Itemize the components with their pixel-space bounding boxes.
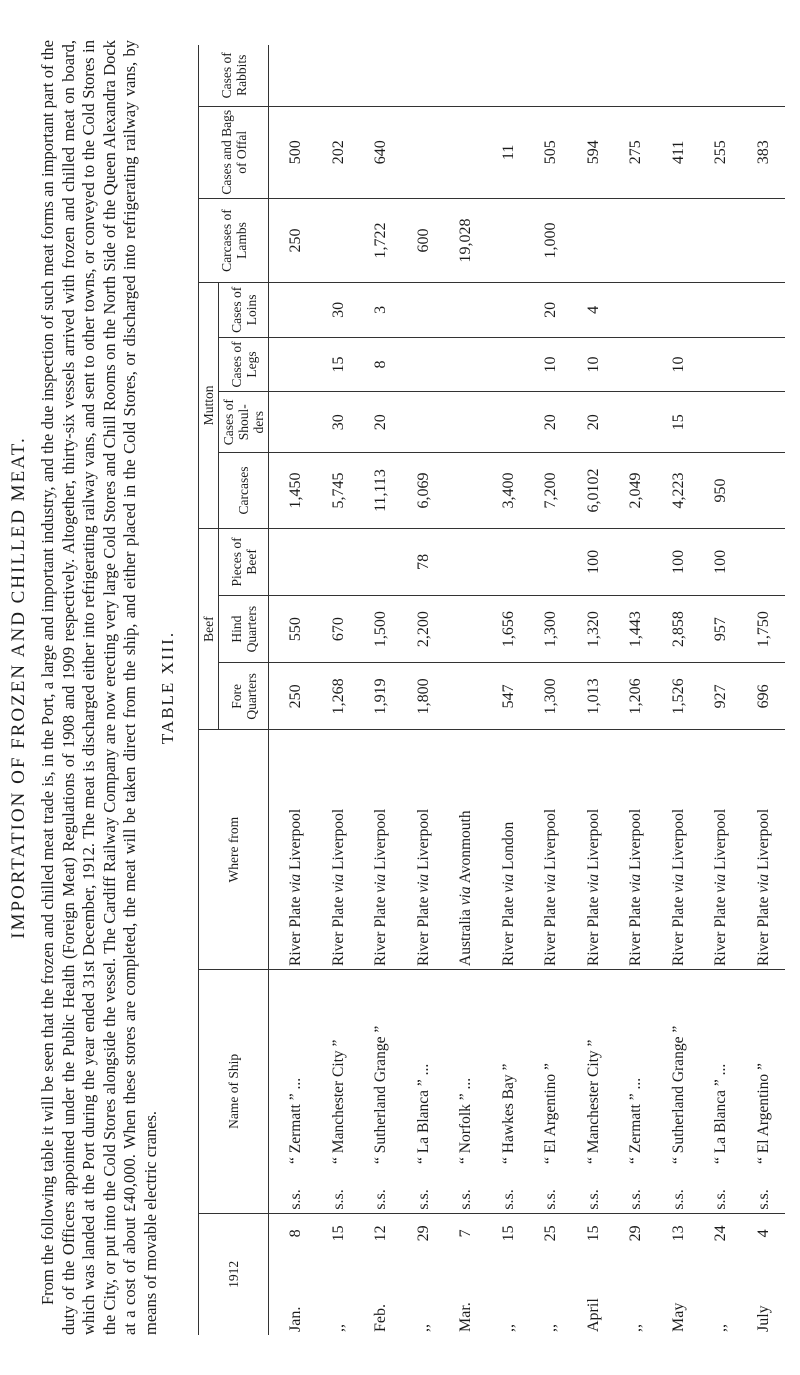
cell-mutton-carcases: 5,745: [318, 453, 361, 529]
cell-pieces-of-beef: [445, 528, 488, 595]
via-word: via: [754, 873, 772, 893]
cell-rabbits: [488, 45, 531, 106]
cell-ship: [700, 969, 743, 1166]
cell-where-from: [743, 730, 786, 970]
cell-month: July: [754, 1305, 772, 1332]
destination-port: Liverpool: [669, 808, 687, 870]
ship-name: “ El Argentino ”: [754, 1063, 772, 1164]
cell-offal: 640: [360, 106, 403, 198]
cell-hind-quarters: 1,500: [360, 596, 403, 663]
cell-pieces-of-beef: [488, 528, 531, 595]
cell-ship: [445, 969, 488, 1166]
cell-mutton-carcases: 950: [700, 453, 743, 529]
cell-pieces-of-beef: [269, 528, 318, 595]
cell-mutton-carcases: 6,069: [403, 453, 446, 529]
table-title: TABLE XIII.: [158, 630, 177, 745]
via-word: via: [372, 873, 390, 893]
destination-port: Liverpool: [627, 808, 645, 870]
cell-lambs-carcases: [658, 198, 701, 282]
cell-legs: 10: [658, 337, 701, 392]
cell-hind-quarters: 2,200: [403, 596, 446, 663]
cell-rabbits: [743, 45, 786, 106]
cell-where-from: [318, 730, 361, 970]
cell-mutton-carcases: 2,049: [615, 453, 658, 529]
destination-port: Liverpool: [754, 808, 772, 870]
destination-port: Liverpool: [287, 808, 305, 870]
cell-offal: 275: [615, 106, 658, 198]
cell-fore-quarters: 250: [269, 663, 318, 730]
col-header-legs: Cases of Legs: [219, 337, 269, 392]
origin: River Plate: [627, 896, 645, 966]
origin: Australia: [457, 909, 475, 966]
col-header-pieces-of-beef: Pieces of Beef: [219, 528, 269, 595]
cell-month: ,,: [712, 1324, 730, 1332]
col-header-offal: Cases and Bags of Offal: [199, 106, 269, 198]
cell-fore-quarters: 1,800: [403, 663, 446, 730]
cell-legs: [615, 337, 658, 392]
cell-shoulders: [615, 392, 658, 453]
cell-pieces-of-beef: [360, 528, 403, 595]
cell-where-from: [488, 730, 531, 970]
cell-offal: [403, 106, 446, 198]
cell-ship: [743, 969, 786, 1166]
cell-offal: [445, 106, 488, 198]
cell-lambs-carcases: 250: [269, 198, 318, 282]
cell-ship: [615, 969, 658, 1166]
ship-name: “ Sutherland Grange ”: [372, 1025, 390, 1164]
col-header-mutton-carcases: Carcases: [219, 453, 269, 529]
table-row: [318, 45, 361, 1335]
cell-shoulders: [403, 392, 446, 453]
cell-pieces-of-beef: 100: [658, 528, 701, 595]
cell-offal: 411: [658, 106, 701, 198]
ship-name: “ La Blanca ”: [712, 1079, 730, 1164]
ship-name: “ Norfolk ”: [457, 1093, 475, 1164]
cell-shoulders: 15: [658, 392, 701, 453]
cell-legs: [445, 337, 488, 392]
cell-pieces-of-beef: [318, 528, 361, 595]
cell-rabbits: [700, 45, 743, 106]
cell-day: 29: [403, 1213, 446, 1253]
cell-pieces-of-beef: [743, 528, 786, 595]
cell-lambs-carcases: [700, 198, 743, 282]
cell-where-from: [445, 730, 488, 970]
cell-mutton-carcases: 11,113: [360, 453, 403, 529]
cell-ship-prefix: s.s.: [329, 1189, 347, 1210]
cell-loins: 3: [360, 283, 403, 338]
origin: River Plate: [414, 896, 432, 966]
cell-shoulders: 20: [530, 392, 573, 453]
cell-ship: [658, 969, 701, 1166]
via-word: via: [287, 873, 305, 893]
cell-legs: 10: [530, 337, 573, 392]
cell-mutton-carcases: [445, 453, 488, 529]
ship-dots: ...: [414, 1063, 432, 1076]
cell-month: ,,: [329, 1324, 347, 1332]
cell-lambs-carcases: [488, 198, 531, 282]
cell-pieces-of-beef: [615, 528, 658, 595]
cell-month: April: [584, 1298, 602, 1332]
cell-legs: [403, 337, 446, 392]
destination-port: Avonmouth: [457, 810, 475, 884]
ship-dots: ...: [457, 1077, 475, 1090]
via-word: via: [627, 873, 645, 893]
cell-fore-quarters: 1,206: [615, 663, 658, 730]
table-body: [269, 45, 786, 1335]
table-row: [615, 45, 658, 1335]
destination-port: Liverpool: [584, 808, 602, 870]
ship-name: “ Sutherland Grange ”: [669, 1025, 687, 1164]
cell-ship-prefix: s.s.: [372, 1189, 390, 1210]
cell-ship: [403, 969, 446, 1166]
origin: River Plate: [584, 896, 602, 966]
cell-lambs-carcases: [743, 198, 786, 282]
cell-loins: [445, 283, 488, 338]
cell-rabbits: [445, 45, 488, 106]
cell-shoulders: [743, 392, 786, 453]
cell-mutton-carcases: 1,450: [269, 453, 318, 529]
col-header-mutton: Mutton: [199, 283, 219, 529]
cell-loins: [743, 283, 786, 338]
cell-hind-quarters: 670: [318, 596, 361, 663]
cell-loins: [488, 283, 531, 338]
cell-ship-prefix: s.s.: [414, 1189, 432, 1210]
cell-offal: 202: [318, 106, 361, 198]
cell-legs: [488, 337, 531, 392]
cell-hind-quarters: 957: [700, 596, 743, 663]
cell-ship-prefix: s.s.: [754, 1189, 772, 1210]
cell-ship-prefix: s.s.: [499, 1189, 517, 1210]
table-row: [269, 45, 318, 1335]
cell-mutton-carcases: [743, 453, 786, 529]
meat-import-table: [198, 45, 785, 1335]
cell-rabbits: [530, 45, 573, 106]
cell-day: 12: [360, 1213, 403, 1253]
ship-dots: ...: [712, 1063, 730, 1076]
destination-port: Liverpool: [712, 808, 730, 870]
cell-ship-prefix: s.s.: [542, 1189, 560, 1210]
cell-hind-quarters: 1,443: [615, 596, 658, 663]
cell-where-from: [530, 730, 573, 970]
cell-day: 24: [700, 1213, 743, 1253]
cell-month: ,,: [414, 1324, 432, 1332]
cell-day: 15: [573, 1213, 616, 1253]
cell-fore-quarters: 547: [488, 663, 531, 730]
origin: River Plate: [499, 896, 517, 966]
cell-legs: 15: [318, 337, 361, 392]
via-word: via: [457, 886, 475, 906]
cell-pieces-of-beef: 78: [403, 528, 446, 595]
cell-legs: 10: [573, 337, 616, 392]
cell-shoulders: 20: [360, 392, 403, 453]
destination-port: Liverpool: [372, 808, 390, 870]
col-header-shoulders: Cases of Shoul- ders: [219, 392, 269, 453]
ship-name: “ La Blanca ”: [414, 1079, 432, 1164]
cell-where-from: [573, 730, 616, 970]
cell-rabbits: [318, 45, 361, 106]
cell-hind-quarters: 1,300: [530, 596, 573, 663]
cell-hind-quarters: 1,320: [573, 596, 616, 663]
cell-month: ,,: [499, 1324, 517, 1332]
ship-dots: ...: [627, 1077, 645, 1090]
cell-loins: [269, 283, 318, 338]
table-row: [658, 45, 701, 1335]
ship-name: “ Zermatt ”: [287, 1093, 305, 1164]
cell-where-from: [658, 730, 701, 970]
via-word: via: [499, 873, 517, 893]
cell-legs: [700, 337, 743, 392]
cell-month: May: [669, 1302, 687, 1332]
cell-legs: 8: [360, 337, 403, 392]
table-row: [488, 45, 531, 1335]
origin: River Plate: [329, 896, 347, 966]
cell-mutton-carcases: 4,223: [658, 453, 701, 529]
meat-import-table-wrap: [198, 45, 785, 1335]
origin: River Plate: [542, 896, 560, 966]
via-word: via: [712, 873, 730, 893]
cell-legs: [743, 337, 786, 392]
cell-where-from: [269, 730, 318, 970]
ship-dots: ...: [287, 1077, 305, 1090]
cell-lambs-carcases: [318, 198, 361, 282]
col-header-year: 1912: [199, 1213, 269, 1335]
cell-ship: [269, 969, 318, 1166]
cell-shoulders: [445, 392, 488, 453]
cell-lambs-carcases: 1,722: [360, 198, 403, 282]
cell-legs: [269, 337, 318, 392]
cell-loins: [615, 283, 658, 338]
col-header-where: Where from: [199, 730, 269, 970]
cell-ship: [573, 969, 616, 1166]
col-header-rabbits: Cases of Rabbits: [199, 45, 269, 106]
cell-rabbits: [573, 45, 616, 106]
cell-ship: [318, 969, 361, 1166]
cell-fore-quarters: 927: [700, 663, 743, 730]
cell-rabbits: [615, 45, 658, 106]
cell-hind-quarters: [445, 596, 488, 663]
cell-ship: [530, 969, 573, 1166]
cell-day: 25: [530, 1213, 573, 1253]
cell-fore-quarters: 1,919: [360, 663, 403, 730]
cell-offal: 505: [530, 106, 573, 198]
cell-hind-quarters: 2,858: [658, 596, 701, 663]
via-word: via: [542, 873, 560, 893]
cell-pieces-of-beef: 100: [700, 528, 743, 595]
cell-pieces-of-beef: [530, 528, 573, 595]
origin: River Plate: [287, 896, 305, 966]
cell-shoulders: [269, 392, 318, 453]
cell-where-from: [403, 730, 446, 970]
cell-month: Jan.: [287, 1306, 305, 1332]
table-row: [360, 45, 403, 1335]
col-header-beef: Beef: [199, 528, 219, 730]
via-word: via: [414, 873, 432, 893]
cell-fore-quarters: 1,300: [530, 663, 573, 730]
origin: River Plate: [372, 896, 390, 966]
cell-where-from: [700, 730, 743, 970]
table-row: [700, 45, 743, 1335]
cell-offal: 383: [743, 106, 786, 198]
intro-text: [38, 40, 161, 1335]
cell-lambs-carcases: 19,028: [445, 198, 488, 282]
destination-port: Liverpool: [414, 808, 432, 870]
origin: River Plate: [712, 896, 730, 966]
ship-name: “ El Argentino ”: [542, 1063, 560, 1164]
cell-month: ,,: [542, 1324, 560, 1332]
cell-mutton-carcases: 3,400: [488, 453, 531, 529]
cell-day: 13: [658, 1213, 701, 1253]
cell-rabbits: [360, 45, 403, 106]
table-row: [530, 45, 573, 1335]
ship-name: “ Zermatt ”: [627, 1093, 645, 1164]
cell-rabbits: [269, 45, 318, 106]
cell-offal: 594: [573, 106, 616, 198]
destination-port: Liverpool: [542, 808, 560, 870]
cell-rabbits: [658, 45, 701, 106]
cell-ship-prefix: s.s.: [457, 1189, 475, 1210]
cell-ship-prefix: s.s.: [669, 1189, 687, 1210]
col-header-lambs: Carcases of Lambs: [199, 198, 269, 282]
cell-lambs-carcases: 600: [403, 198, 446, 282]
table-row: [743, 45, 786, 1335]
cell-shoulders: [488, 392, 531, 453]
origin: River Plate: [669, 896, 687, 966]
table-row: [445, 45, 488, 1335]
origin: River Plate: [754, 896, 772, 966]
cell-fore-quarters: 696: [743, 663, 786, 730]
via-word: via: [669, 873, 687, 893]
cell-day: 4: [743, 1213, 786, 1253]
cell-fore-quarters: 1,268: [318, 663, 361, 730]
cell-day: 29: [615, 1213, 658, 1253]
cell-hind-quarters: 1,656: [488, 596, 531, 663]
cell-where-from: [360, 730, 403, 970]
cell-offal: 11: [488, 106, 531, 198]
cell-loins: 20: [530, 283, 573, 338]
cell-lambs-carcases: [573, 198, 616, 282]
cell-fore-quarters: [445, 663, 488, 730]
cell-day: 7: [445, 1213, 488, 1253]
cell-rabbits: [403, 45, 446, 106]
cell-hind-quarters: 1,750: [743, 596, 786, 663]
cell-month: Feb.: [372, 1304, 390, 1332]
cell-ship-prefix: s.s.: [287, 1189, 305, 1210]
cell-month: ,,: [627, 1324, 645, 1332]
col-header-hind-quarters: Hind Quarters: [219, 596, 269, 663]
cell-shoulders: 20: [573, 392, 616, 453]
cell-ship-prefix: s.s.: [627, 1189, 645, 1210]
cell-where-from: [615, 730, 658, 970]
cell-shoulders: [700, 392, 743, 453]
cell-offal: 500: [269, 106, 318, 198]
cell-loins: [658, 283, 701, 338]
cell-lambs-carcases: 1,000: [530, 198, 573, 282]
cell-ship: [488, 969, 531, 1166]
cell-shoulders: 30: [318, 392, 361, 453]
cell-loins: 4: [573, 283, 616, 338]
cell-ship-prefix: s.s.: [712, 1189, 730, 1210]
cell-day: 8: [269, 1213, 318, 1253]
ship-name: “ Manchester City ”: [329, 1039, 347, 1164]
cell-day: 15: [318, 1213, 361, 1253]
cell-pieces-of-beef: 100: [573, 528, 616, 595]
cell-loins: [700, 283, 743, 338]
cell-loins: [403, 283, 446, 338]
col-header-ship: Name of Ship: [199, 969, 269, 1213]
destination-port: Liverpool: [329, 808, 347, 870]
cell-day: 15: [488, 1213, 531, 1253]
cell-loins: 30: [318, 283, 361, 338]
col-header-fore-quarters: Fore Quarters: [219, 663, 269, 730]
ship-name: “ Hawkes Bay ”: [499, 1063, 517, 1164]
cell-hind-quarters: 550: [269, 596, 318, 663]
via-word: via: [584, 873, 602, 893]
intro-paragraph: From the following table it will be seen that the frozen and chilled meat trade is, in the Port, a large and important industry, and the due inspection of such meat forms an important part of the duty of the Officers appointed under the Public Health (Foreign Meat) Regulations of 1908 and 1909 respectively. Altogether, thirty-six vessels arrived with frozen and chilled meat on board, which was landed at the Port during the year ended 31st December, 1912. The meat is discharged either into refrigerating railway vans, and sent to other towns, or conveyed to the Cold Stores in the City, or put into the Cold Stores alongside the vessel. The Cardiff Railway Company are now erecting very large Cold Stores and Chill Rooms on the North Side of the Queen Alexandra Dock at a cost of about £40,000. When these stores are completed, the meat will be taken direct from the ship, and either placed in the Cold Stores, or discharged into refrigerating railway vans, by means of movable electric cranes.: [38, 40, 160, 1335]
page-heading: IMPORTATION OF FROZEN AND CHILLED MEAT.: [8, 436, 29, 939]
via-word: via: [329, 873, 347, 893]
cell-ship: [360, 969, 403, 1166]
col-header-loins: Cases of Loins: [219, 283, 269, 338]
destination-port: London: [499, 821, 517, 870]
cell-fore-quarters: 1,013: [573, 663, 616, 730]
cell-month: Mar.: [457, 1302, 475, 1332]
cell-fore-quarters: 1,526: [658, 663, 701, 730]
cell-ship-prefix: s.s.: [584, 1189, 602, 1210]
cell-mutton-carcases: 7,200: [530, 453, 573, 529]
table-row: [403, 45, 446, 1335]
ship-name: “ Manchester City ”: [584, 1039, 602, 1164]
cell-mutton-carcases: 6,0102: [573, 453, 616, 529]
table-row: [573, 45, 616, 1335]
cell-offal: 255: [700, 106, 743, 198]
cell-lambs-carcases: [615, 198, 658, 282]
